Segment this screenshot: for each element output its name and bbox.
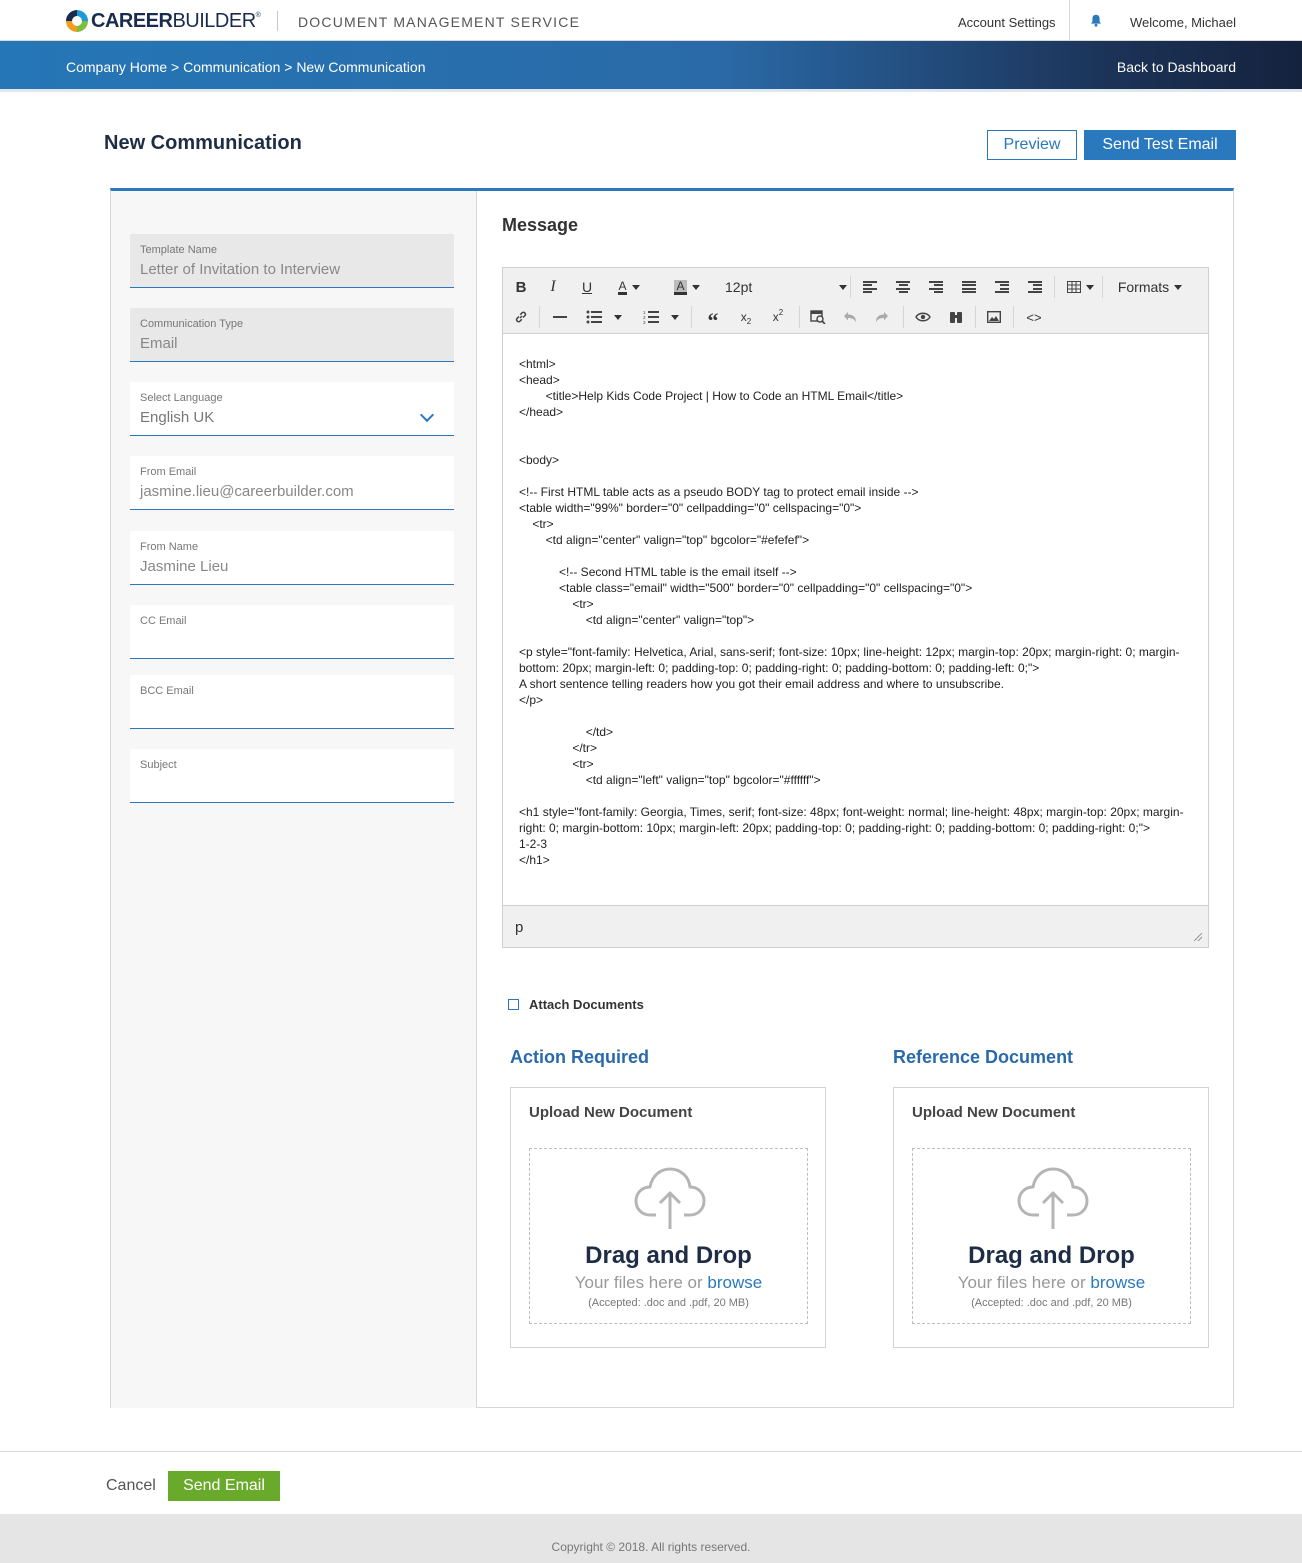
cloud-upload-icon <box>634 1165 706 1231</box>
rich-text-editor[interactable] <box>502 267 1209 948</box>
preview-button[interactable]: Preview <box>987 130 1077 160</box>
header-divider <box>277 11 278 31</box>
toolbar-divider <box>1102 276 1103 298</box>
field-label: Select Language <box>140 392 223 404</box>
italic-icon[interactable]: I <box>550 278 556 295</box>
toolbar-divider <box>799 306 800 328</box>
reference-upload-card <box>893 1087 1209 1348</box>
editor-statusbar <box>503 905 1208 947</box>
drag-drop-subtitle: Your files here or browse <box>574 1273 763 1292</box>
reference-dropzone[interactable] <box>912 1148 1191 1324</box>
superscript-icon[interactable]: x 2 <box>772 307 784 324</box>
upload-card-title: Upload New Document <box>529 1104 693 1121</box>
cancel-button[interactable]: Cancel <box>106 1477 156 1494</box>
resize-handle-icon[interactable] <box>1194 933 1202 941</box>
toolbar-divider <box>539 306 540 328</box>
browse-link[interactable]: browse <box>707 1273 763 1292</box>
binoculars-icon[interactable] <box>945 306 967 328</box>
from-email-field[interactable] <box>130 456 454 510</box>
attach-documents-label: Attach Documents <box>529 997 644 1012</box>
editor-toolbar <box>503 268 1208 334</box>
image-icon[interactable] <box>983 306 1005 328</box>
preview-eye-icon[interactable] <box>911 306 935 328</box>
editor-content[interactable]: <html> <head> <title>Help Kids Code Project | How to Code an HTML Email</title> </head> <body> <!-- First HTML table acts as a pseudo BODY tag to protect email inside --> <table width="99%" border="0" cellpadding="0" cellspacing="0"> <tr> <td align="center" valign="top" bgcolor="#efefef"> <!-- Second HTML table is the email itself --> <table class="email" width="500" border="0" cellpadding="0" cellspacing="0"> <tr> <td align="center" valign="top"> <p style="font-family: Helvetica, Arial, sans-serif; font-size: 10px; line-height: 12px; margin-top: 20px; margin-right: 0; margin-bottom: 20px; margin-left: 0; padding-top: 0; padding-right: 0; padding-bottom: 0; padding-left: 0;"> A short sentence telling readers how you got their email address and where to unsubscribe. </p> </td> </tr> <tr> <td align="left" valign="top" bgcolor="#ffffff"> <h1 style="font-family: Georgia, Times, serif; font-size: 48px; font-weight: normal; line-height: 48px; margin-top: 20px; margin-right: 0; margin-bottom: 10px; margin-left: 20px; padding-top: 0; padding-right: 0; padding-bottom: 0; padding-right: 0;"> 1-2-3 </h1> <box>519 357 1184 867</box>
font-size-select[interactable] <box>725 276 847 298</box>
page-title: New Communication <box>104 132 302 154</box>
subscript-icon[interactable]: x 2 <box>740 310 752 326</box>
svg-text:3: 3 <box>643 320 646 324</box>
source-code-icon[interactable]: <> <box>1026 309 1042 325</box>
toolbar-divider <box>975 306 976 328</box>
careerbuilder-logo[interactable] <box>66 9 260 33</box>
top-header <box>0 0 1302 41</box>
action-dropzone[interactable] <box>529 1148 808 1324</box>
communication-panel <box>110 188 1234 1408</box>
align-left-icon[interactable] <box>861 276 879 298</box>
accepted-files-note: (Accepted: .doc and .pdf, 20 MB) <box>971 1297 1132 1309</box>
blockquote-icon[interactable]: “ <box>707 308 719 333</box>
send-test-email-button[interactable]: Send Test Email <box>1084 130 1236 160</box>
formats-dropdown[interactable] <box>1115 276 1185 298</box>
text-color-icon[interactable]: A <box>609 276 649 298</box>
bell-icon[interactable] <box>1090 14 1102 27</box>
message-label: Message <box>502 215 579 235</box>
logo-mark-icon <box>66 10 88 32</box>
drag-drop-title: Drag and Drop <box>968 1242 1135 1269</box>
communication-type-field <box>130 308 454 362</box>
cc-email-field[interactable] <box>130 605 454 659</box>
bullet-list-icon[interactable] <box>581 306 627 328</box>
chevron-down-icon[interactable] <box>420 408 434 422</box>
field-label: CC Email <box>140 615 187 627</box>
account-settings-link[interactable]: Account Settings <box>958 15 1056 30</box>
underline-icon[interactable]: U <box>581 279 593 295</box>
breadcrumb-bar <box>0 41 1302 92</box>
field-label: From Name <box>140 541 199 553</box>
align-right-icon[interactable] <box>927 276 945 298</box>
field-label: From Email <box>140 466 197 478</box>
attach-documents-checkbox[interactable] <box>508 999 519 1010</box>
action-required-title: Action Required <box>510 1047 650 1067</box>
font-size-value: 12pt <box>725 279 753 295</box>
copyright-text: Copyright © 2018. All rights reserved. <box>551 1540 751 1554</box>
horizontal-rule-icon[interactable] <box>549 306 571 328</box>
field-label: Communication Type <box>140 318 244 330</box>
copyright-bar <box>0 1514 1302 1563</box>
communication-form-sidebar <box>111 191 477 1408</box>
field-value: Letter of Invitation to Interview <box>140 261 341 278</box>
bcc-email-field[interactable] <box>130 675 454 729</box>
undo-icon[interactable] <box>839 306 861 328</box>
subject-field[interactable] <box>130 749 454 803</box>
attach-documents-option[interactable] <box>508 997 644 1012</box>
from-name-field[interactable] <box>130 531 454 585</box>
outdent-icon[interactable] <box>993 276 1011 298</box>
field-label: BCC Email <box>140 685 194 697</box>
reference-document-title: Reference Document <box>893 1047 1074 1067</box>
field-label: Template Name <box>140 244 218 256</box>
header-right-divider <box>1069 0 1070 41</box>
toolbar-divider <box>691 306 692 328</box>
svg-text:2: 2 <box>643 315 646 320</box>
accepted-files-note: (Accepted: .doc and .pdf, 20 MB) <box>588 1297 749 1309</box>
field-value: Email <box>140 335 178 352</box>
indent-icon[interactable] <box>1026 276 1044 298</box>
field-value[interactable]: Jasmine Lieu <box>140 558 229 575</box>
welcome-user[interactable]: Welcome, Michael <box>1130 15 1236 30</box>
logo-text: CAREERBUILDER® <box>91 9 261 32</box>
action-upload-card <box>510 1087 826 1348</box>
field-value: English UK <box>140 409 215 426</box>
drag-drop-title: Drag and Drop <box>585 1242 752 1269</box>
link-icon[interactable] <box>511 306 531 328</box>
upload-card-title: Upload New Document <box>912 1104 1076 1121</box>
breadcrumb[interactable]: Company Home > Communication > New Communication <box>66 59 426 75</box>
toolbar-divider <box>1013 306 1014 328</box>
back-to-dashboard-link[interactable]: Back to Dashboard <box>1116 59 1236 75</box>
browse-link[interactable]: browse <box>1090 1273 1146 1292</box>
align-center-icon[interactable] <box>894 276 912 298</box>
language-select[interactable] <box>130 382 454 436</box>
footer-divider <box>0 1451 1302 1452</box>
field-value[interactable]: jasmine.lieu@careerbuilder.com <box>140 483 354 500</box>
template-name-field <box>130 234 454 288</box>
numbered-list-icon[interactable] <box>639 306 683 328</box>
service-title: DOCUMENT MANAGEMENT SERVICE <box>298 14 581 30</box>
find-replace-icon[interactable] <box>807 306 829 328</box>
toolbar-divider <box>903 306 904 328</box>
background-color-icon[interactable]: A <box>665 276 709 298</box>
toolbar-divider <box>850 276 851 298</box>
cloud-upload-icon <box>1017 1165 1089 1231</box>
element-path[interactable]: p <box>515 919 524 936</box>
send-email-button[interactable]: Send Email <box>168 1471 280 1501</box>
svg-text:1: 1 <box>643 310 646 315</box>
table-icon[interactable] <box>1064 276 1096 298</box>
drag-drop-subtitle: Your files here or browse <box>957 1273 1146 1292</box>
field-label: Subject <box>140 759 177 771</box>
formats-label: Formats <box>1117 279 1170 295</box>
toolbar-divider <box>1054 276 1055 298</box>
redo-icon[interactable] <box>871 306 893 328</box>
align-justify-icon[interactable] <box>960 276 978 298</box>
bold-icon[interactable]: B <box>515 278 527 296</box>
